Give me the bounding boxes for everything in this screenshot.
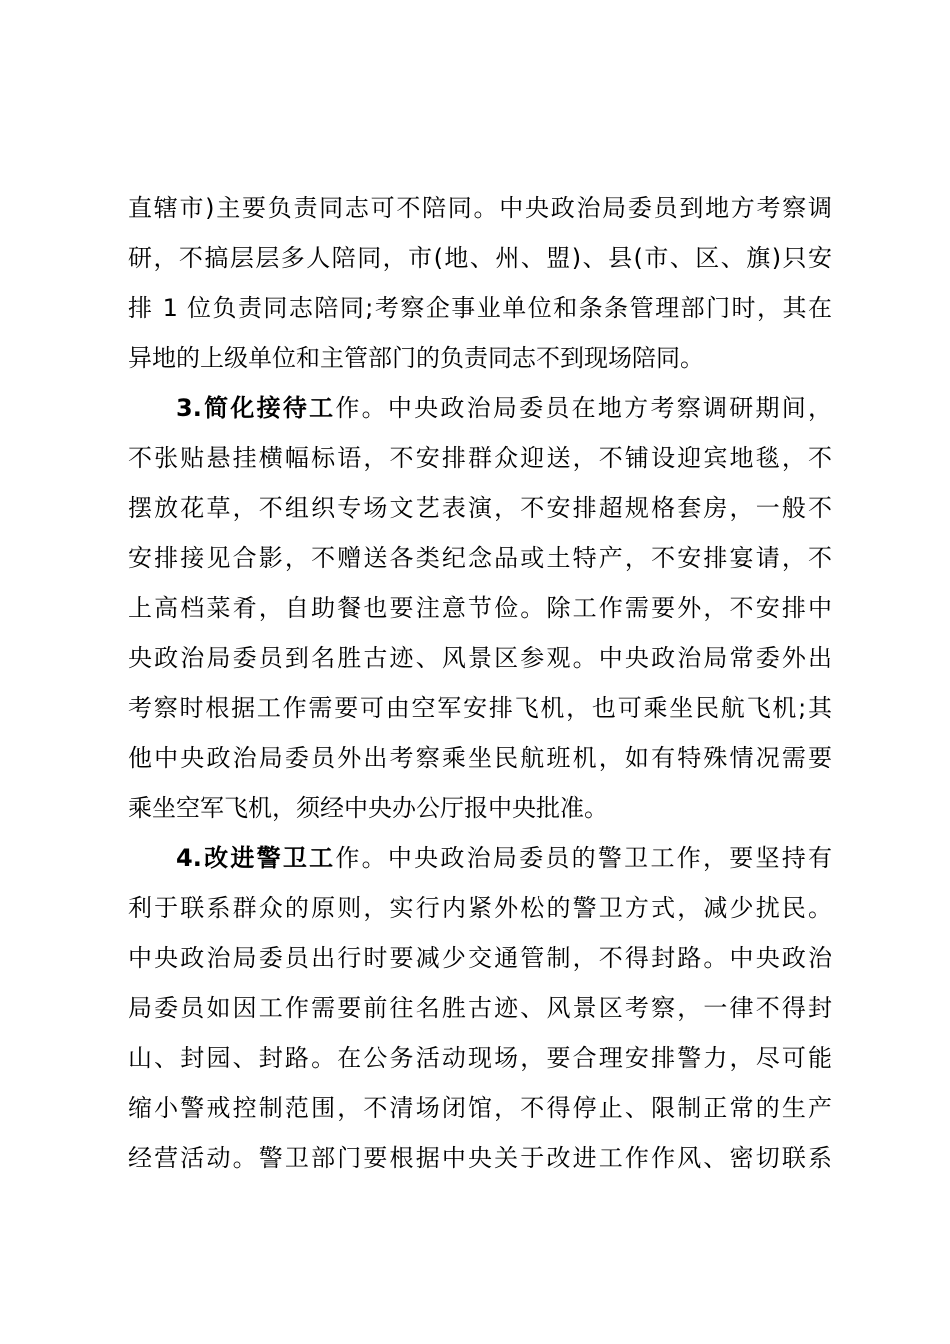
text-line: 直辖市)主要负责同志可不陪同。中央政治局委员到地方考察调 — [128, 194, 832, 222]
document-body — [128, 183, 832, 1183]
text-line: 局委员如因工作需要前往名胜古迹、风景区考察，一律不得封 — [128, 994, 832, 1022]
text-line: 摆放花草，不组织专场文艺表演，不安排超规格套房，一般不 — [128, 494, 832, 522]
text-line: 不张贴悬挂横幅标语，不安排群众迎送，不铺设迎宾地毯，不 — [128, 444, 832, 472]
text-line: 乘坐空军飞机，须经中央办公厅报中央批准。 — [128, 794, 608, 822]
section-heading: 4.改进警卫工 — [176, 844, 336, 872]
text-line: 经营活动。警卫部门要根据中央关于改进工作作风、密切联系 — [128, 1144, 832, 1172]
section-heading: 3.简化接待工 — [176, 394, 336, 422]
text-line: 考察时根据工作需要可由空军安排飞机，也可乘坐民航飞机;其 — [128, 694, 832, 722]
text-line: 上高档菜肴，自助餐也要注意节俭。除工作需要外，不安排中 — [128, 594, 832, 622]
paragraph-first-line — [128, 833, 832, 883]
paragraph-accompaniment — [128, 183, 832, 383]
text-line: 异地的上级单位和主管部门的负责同志不到现场陪同。 — [128, 344, 704, 372]
text-line: 研，不搞层层多人陪同，市(地、州、盟)、县(市、区、旗)只安 — [128, 244, 832, 272]
text-line: 缩小警戒控制范围，不清场闭馆，不得停止、限制正常的生产 — [128, 1094, 832, 1122]
text-line: 山、封园、封路。在公务活动现场，要合理安排警力，尽可能 — [128, 1044, 832, 1072]
paragraph-first-line — [128, 383, 832, 433]
text-line: 央政治局委员到名胜古迹、风景区参观。中央政治局常委外出 — [128, 644, 832, 672]
text-span: 作。中央政治局委员在地方考察调研期间， — [335, 394, 832, 422]
paragraph-security — [128, 833, 832, 1183]
text-line: 利于联系群众的原则，实行内紧外松的警卫方式，减少扰民。 — [128, 894, 832, 922]
text-line: 排 1 位负责同志陪同;考察企事业单位和条条管理部门时，其在 — [128, 294, 832, 322]
text-span: 作。中央政治局委员的警卫工作，要坚持有 — [335, 844, 832, 872]
text-line: 安排接见合影，不赠送各类纪念品或土特产，不安排宴请，不 — [128, 544, 832, 572]
paragraph-reception — [128, 383, 832, 833]
text-line: 中央政治局委员出行时要减少交通管制，不得封路。中央政治 — [128, 944, 832, 972]
text-line: 他中央政治局委员外出考察乘坐民航班机，如有特殊情况需要 — [128, 744, 832, 772]
